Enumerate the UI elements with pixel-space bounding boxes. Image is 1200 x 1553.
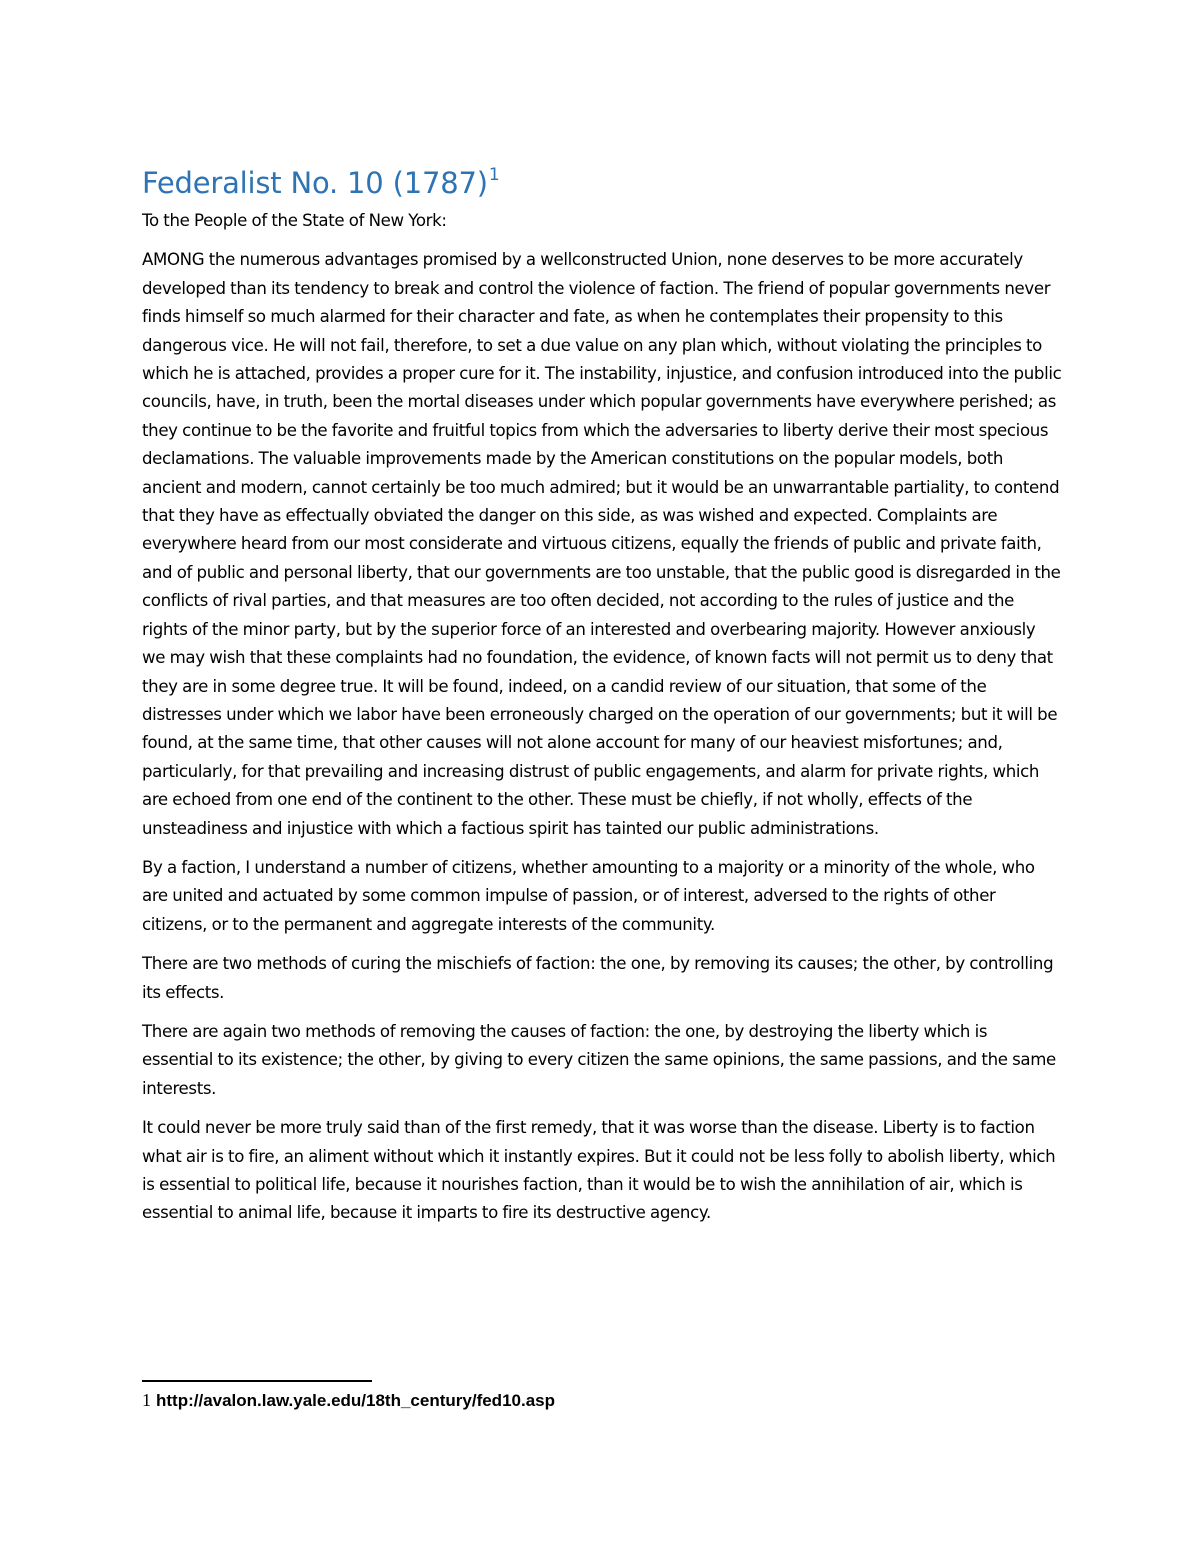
paragraph-2: By a faction, I understand a number of citizens, whether amounting to a majority or a minority of the whole, who are united and actuated by some common impulse of passion, or of interest, adversed to the rights of other citizens, or to the permanent and aggregate interests of the community. (142, 857, 1035, 934)
paragraph-4: There are again two methods of removing the causes of faction: the one, by destroying the liberty which is essential to its existence; the other, by giving to every citizen the same opinions, the same passions, and the same interests. (142, 1021, 1056, 1098)
footnote-separator (142, 1380, 372, 1382)
salutation: To the People of the State of New York: (142, 211, 447, 230)
document-body (142, 163, 1062, 1239)
footnote-link[interactable]: http://avalon.law.yale.edu/18th_century/fed10.asp (156, 1391, 555, 1410)
paragraph-1: AMONG the numerous advantages promised by a wellconstructed Union, none deserves to be more accurately developed than its tendency to break and control the violence of faction. The friend of popular governments never finds himself so much alarmed for their character and fate, as when he contemplates their propensity to this dangerous vice. He will not fail, therefore, to set a due value on any plan which, without violating the principles to which he is attached, provides a proper cure for it. The instability, injustice, and confusion introduced into the public councils, have, in truth, been the mortal diseases under which popular governments have everywhere perished; as they continue to be the favorite and fruitful topics from which the adversaries to liberty derive their most specious declamations. The valuable improvements made by the American constitutions on the popular models, both ancient and modern, cannot certainly be too much admired; but it would be an unwarrantable partiality, to contend that they have as effectually obviated the danger on this side, as was wished and expected. Complaints are everywhere heard from our most considerate and virtuous citizens, equally the friends of public and private faith, and of public and personal liberty, that our governments are too unstable, that the public good is disregarded in the conflicts of rival parties, and that measures are too often decided, not according to the rules of justice and the rights of the minor party, but by the superior force of an interested and overbearing majority. However anxiously we may wish that these complaints had no foundation, the evidence, of known facts will not permit us to deny that they are in some degree true. It will be found, indeed, on a candid review of our situation, that some of the distresses under which we labor have been erroneously charged on the operation of our governments; but it will be found, at the same time, that other causes will not alone account for many of our heaviest misfortunes; and, particularly, for that prevailing and increasing distrust of public engagements, and alarm for private rights, which are echoed from one end of the continent to the other. These must be chiefly, if not wholly, effects of the unsteadiness and injustice with which a factious spirit has tainted our public administrations. (142, 250, 1062, 838)
footnote-number: 1 (142, 1390, 151, 1410)
footnote (142, 1388, 555, 1413)
title-footnote-mark[interactable]: 1 (488, 165, 500, 185)
paragraph-3: There are two methods of curing the mischiefs of faction: the one, by removing its causes; the other, by controlling its effects. (142, 954, 1054, 1002)
document-title (142, 163, 1062, 203)
document-title-text: Federalist No. 10 (1787) (142, 166, 488, 200)
paragraph-5: It could never be more truly said than of the first remedy, that it was worse than the disease. Liberty is to faction what air is to fire, an aliment without which it instantly expires. But it could not be less folly to abolish liberty, which is essential to political life, because it nourishes faction, than it would be to wish the annihilation of air, which is essential to animal life, because it imparts to fire its destructive agency. (142, 1118, 1056, 1223)
